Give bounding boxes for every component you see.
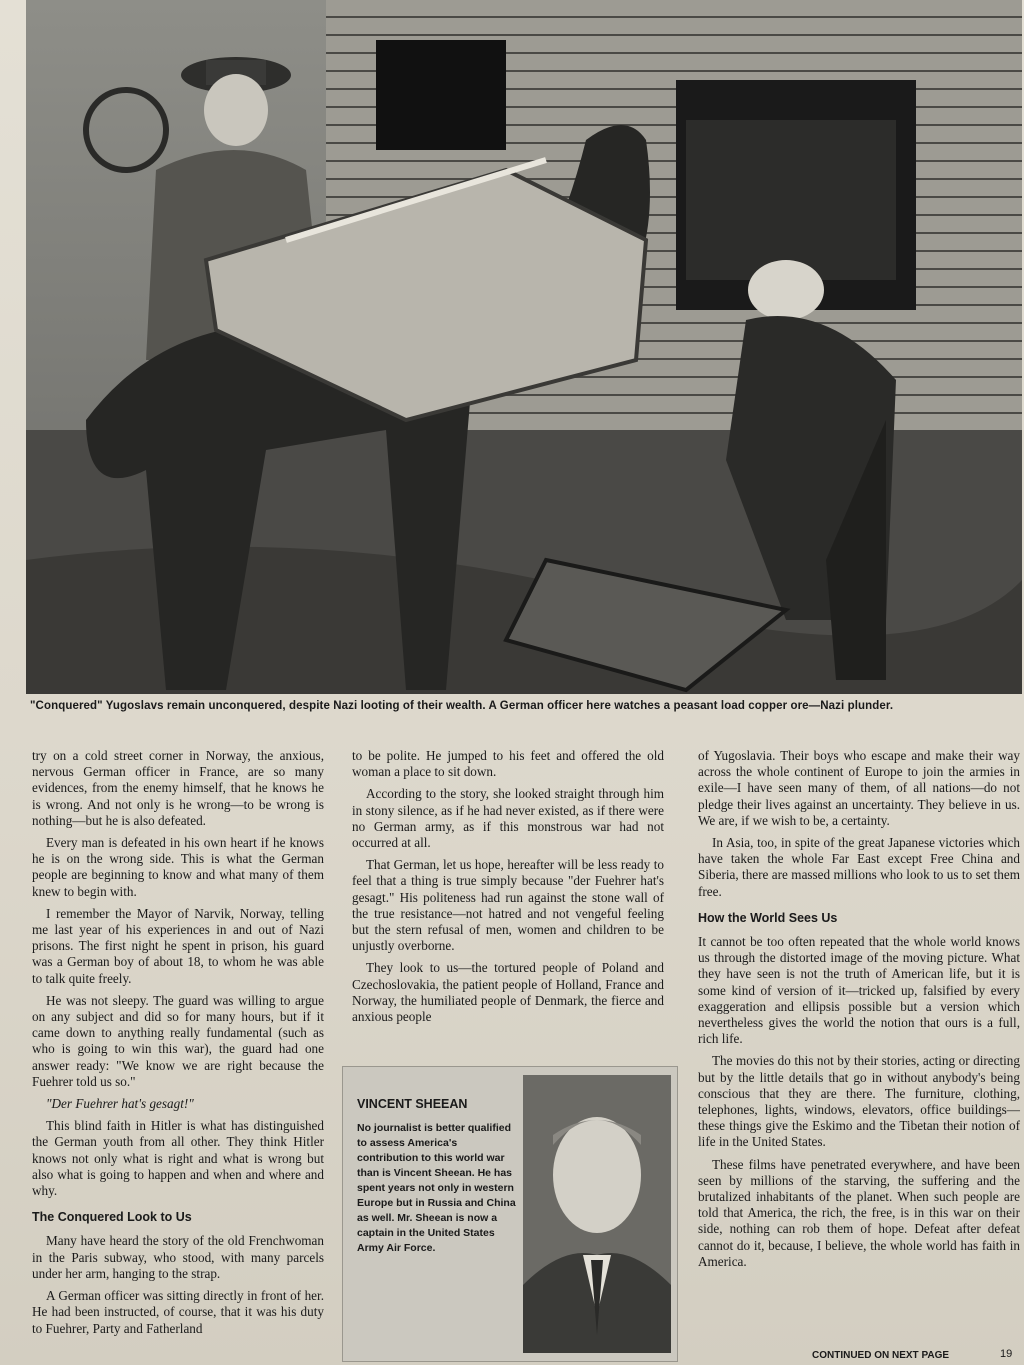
paragraph-quote: "Der Fuehrer hat's gesagt!" <box>46 1096 194 1112</box>
page-number: 19 <box>1000 1348 1013 1360</box>
paragraph: I remember the Mayor of Narvik, Norway, telling me last year of his experiences in and out of Nazi prisons. The first night he spent in prison, his guard was a German boy of about 18, to whom he was able to talk quite freely. <box>32 905 324 986</box>
photograph-officer-horse-peasant <box>26 0 1022 694</box>
paragraph: In Asia, too, in spite of the great Japanese victories which have taken the whole Far East except Free China and Siberia, there are massed millions who look to us to set them free. <box>698 835 1020 899</box>
section-heading: The Conquered Look to Us <box>32 1210 192 1225</box>
paragraph: According to the story, she looked straight through him in stony silence, as if he had never existed, as if there were no German army, as if this monstrous war had not occurred at all. <box>352 786 664 851</box>
paragraph: He was not sleepy. The guard was willing to argue on any subject and did so for many hours, but if it came down to anything really fundamental (such as who is going to win this war), the guard had one answer ready: "We know we are right because the Fuehrer told us so." <box>32 992 324 1089</box>
paragraph: The movies do this not by their stories, acting or directing but by the little details that go in without anybody's being conscious that they are there. The furniture, clothing, telephones, lights, windows, elevators, office buildings—these things give the Eskimo and the Tibetan their notion of life in the United States. <box>698 1053 1020 1150</box>
paragraph: It cannot be too often repeated that the whole world knows us through the distorted image of the moving picture. What they have seen is not the truth of American life, but it is some kind of version of it—tricked up, falsified by every exaggeration and ellipsis possible but a version which nevertheless gives the world the notion that ours is a full, rich life. <box>698 934 1020 1047</box>
section-heading: How the World Sees Us <box>698 910 838 925</box>
paragraph: of Yugoslavia. Their boys who escape and make their way across the whole continent of Europe to join the armies in exile—I have seen many of them, of all nations—do not pledge their lives against an uncertainty. They believe in us. We are, if we wish to be, a certainty. <box>698 748 1020 828</box>
paragraph: to be polite. He jumped to his feet and offered the old woman a place to sit down. <box>352 748 664 780</box>
author-name: VINCENT SHEEAN <box>357 1097 468 1111</box>
author-bio <box>357 1097 517 1256</box>
author-portrait <box>523 1075 671 1353</box>
paragraph: Every man is defeated in his own heart if he knows he is on the wrong side. This is what the German people are beginning to know and what many of them knew to begin with. <box>32 835 324 899</box>
author-description: No journalist is better qualified to assess America's contribution to this world war than is Vincent Sheean. He has spent years not only in western Europe but in Russia and China as well. Mr. Sheean is now a captain in the United States Army Air Force. <box>357 1122 516 1254</box>
portrait-illustration <box>523 1075 671 1353</box>
paragraph: A German officer was sitting directly in front of her. He had been instructed, of course, that it was his duty to Fuehrer, Party and Fatherland <box>32 1288 324 1336</box>
article-column-1 <box>32 748 324 1343</box>
photo-illustration <box>26 0 1022 694</box>
paragraph: This blind faith in Hitler is what has distinguished the German youth from all other. They think Hitler knows not only what is right and what is wrong but also what is going to happen and when and where and why. <box>32 1118 324 1199</box>
paragraph: These films have penetrated everywhere, and have been seen by millions of the starving, the suffering and the brutalized inhabitants of the planet. When such people are told that America, the rich, the free, is in this war on their side, nothing can rob them of hope. Defeat after defeat cannot do it, because, I believe, the whole world has faith in America. <box>698 1156 1020 1269</box>
article-column-3 <box>698 748 1020 1276</box>
article-column-2 <box>352 748 664 1031</box>
photo-caption: "Conquered" Yugoslavs remain unconquered, despite Nazi looting of their wealth. A German officer here watches a peasant load copper ore—Nazi plunder. <box>30 700 894 712</box>
continued-label: CONTINUED ON NEXT PAGE <box>812 1350 950 1361</box>
paragraph: try on a cold street corner in Norway, the anxious, nervous German officer in France, are so many evidences, from the enemy himself, that he knows he is wrong. And not only is he wrong—to be wrong is nothing—but he is also defeated. <box>32 748 324 828</box>
paragraph: Many have heard the story of the old Frenchwoman in the Paris subway, who stood, with many parcels under her arm, hanging to the strap. <box>32 1233 324 1281</box>
paragraph: That German, let us hope, hereafter will be less ready to feel that a thing is true simply because "der Fuehrer hat's gesagt." His politeness had run against the stone wall of the true resistance—not hatred and not vengeful feeling but the stern refusal of men, women and children to be unjustly overborne. <box>352 857 664 954</box>
author-sidebar <box>342 1066 678 1362</box>
paragraph: They look to us—the tortured people of Poland and Czechoslovakia, the patient people of Holland, France and Norway, the humiliated people of Denmark, the fierce and anxious people <box>352 960 664 1025</box>
